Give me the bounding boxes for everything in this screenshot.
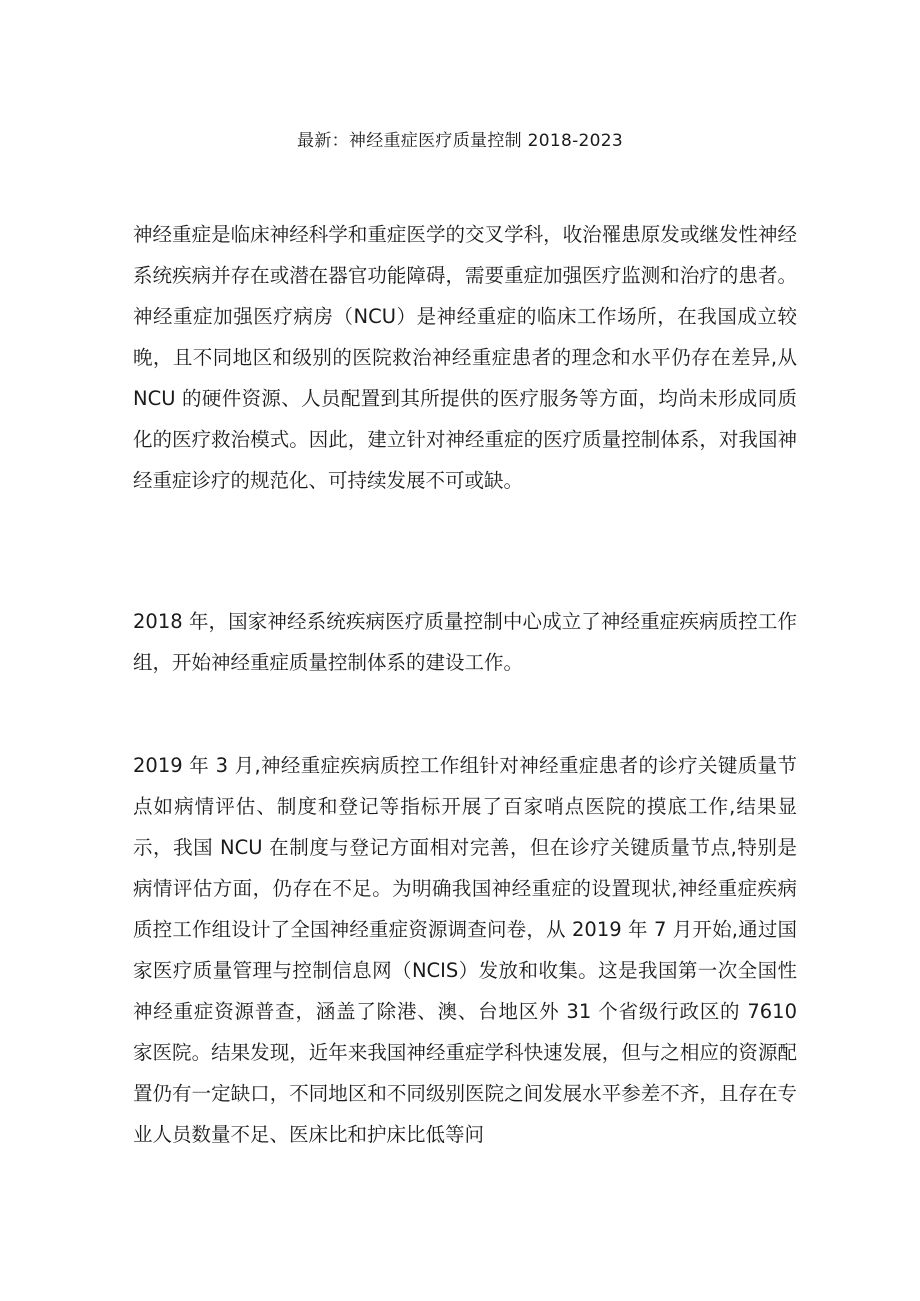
paragraph-text: 神经重症是临床神经科学和重症医学的交叉学科，收治罹患原发或继发性神经系统疾病并存在或潜在器官功能障碍，需要重症加强医疗监测和治疗的患者。神经重症加强医疗病房（NCU）是神经重症的临床工作场所，在我国成立较晚，且不同地区和级别的医院救治神经重症患者的理念和水平仍存在差异,从 NCU 的硬件资源、人员配置到其所提供的医疗服务等方面，均尚未形成同质化的医疗救治模式。因此，建立针对神经重症的医疗质量控制体系，对我国神经重症诊疗的规范化、可持续发展不可或缺。 — [133, 223, 797, 492]
document-title: 最新：神经重症医疗质量控制 2018-2023 — [297, 131, 623, 151]
paragraph-2018 — [133, 601, 797, 683]
paragraph-text: 2019 年 3 月,神经重症疾病质控工作组针对神经重症患者的诊疗关键质量节点如病情评估、制度和登记等指标开展了百家哨点医院的摸底工作,结果显示，我国 NCU 在制度与登记方面相对完善，但在诊疗关键质量节点,特别是病情评估方面，仍存在不足。为明确我国神经重症的设置现状,神经重症疾病质控工作组设计了全国神经重症资源调查问卷，从 2019 年 7 月开始,通过国家医疗质量管理与控制信息网（NCIS）发放和收集。这是我国第一次全国性神经重症资源普查，涵盖了除港、澳、台地区外 31 个省级行政区的 7610 家医院。结果发现，近年来我国神经重症学科快速发展，但与之相应的资源配置仍有一定缺口，不同地区和不同级别医院之间发展水平参差不齐，且存在专业人员数量不足、医床比和护床比低等问 — [133, 754, 797, 1146]
paragraph-text: 2018 年，国家神经系统疾病医疗质量控制中心成立了神经重症疾病质控工作组，开始神经重症质量控制体系的建设工作。 — [133, 610, 797, 674]
paragraph-intro — [133, 214, 797, 501]
paragraph-2019 — [133, 745, 797, 1155]
